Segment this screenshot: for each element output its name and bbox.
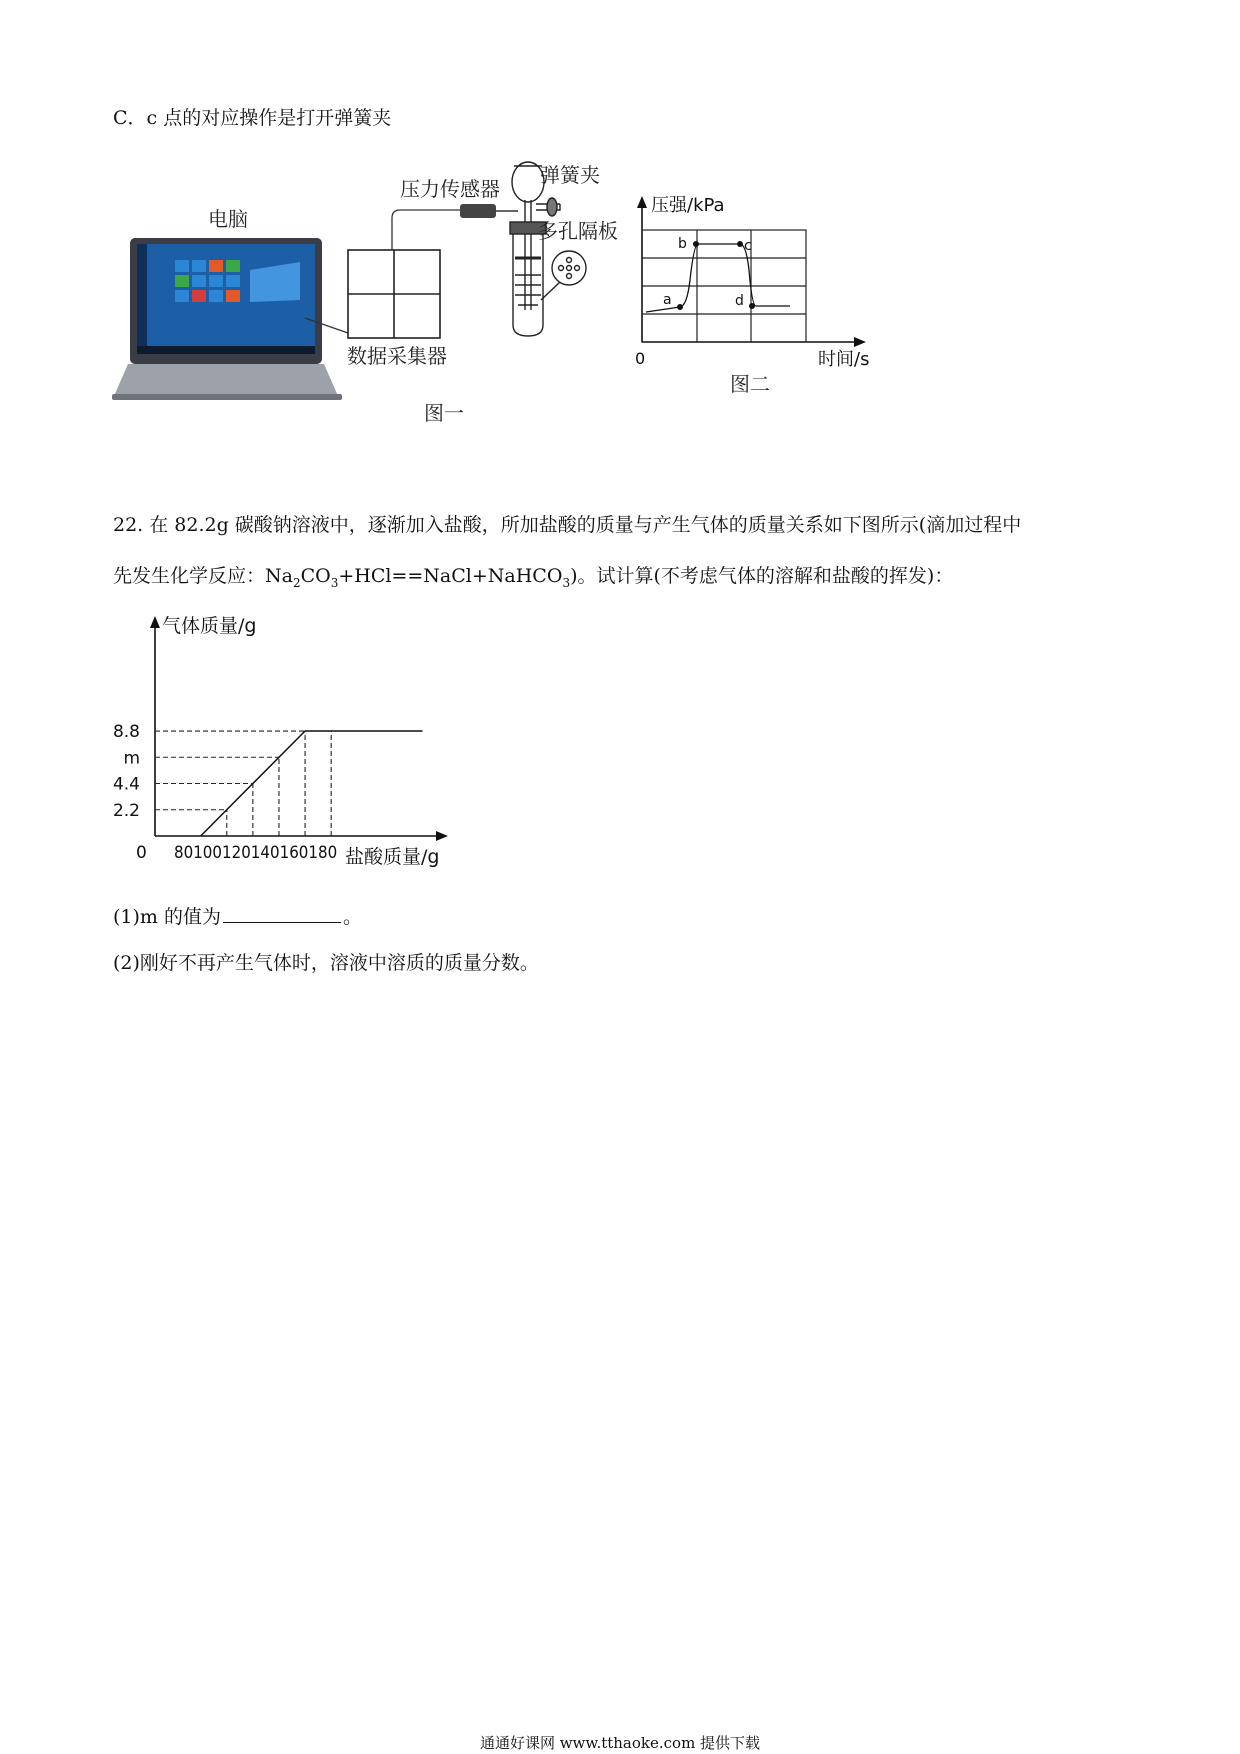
sensor-label: 压力传感器 [400,177,500,201]
data-collector [348,250,440,338]
pressure-axis-label: 压强/kPa [651,195,725,216]
x-tick-label-120: 120 [222,843,251,863]
sub-question-1: (1)m 的值为 。 [113,906,362,928]
x-tick-label-160: 160 [279,843,309,863]
figure1-caption: 图一 [424,401,464,425]
y-axis-label: 气体质量/g [162,615,257,637]
point-d-label: d [735,293,744,309]
sub-question-2: (2)刚好不再产生气体时，溶液中溶质的质量分数。 [113,952,539,974]
point-c-label: c [744,238,752,254]
q22-line2: 先发生化学反应：$Na_2CO_3+HCl==NaCl+NaHCO_3$)。试计算(不考虑气体的溶解和盐酸的挥发)： [113,565,954,590]
plate-label: 多孔隔板 [538,219,618,243]
point-b-label: b [678,236,687,252]
figure2-caption: 图二 [730,372,770,396]
origin-label: 0 [136,843,147,863]
y-tick-label-3: 8.8 [112,722,140,743]
point-a-label: a [663,292,672,308]
time-axis-label: 时间/s [818,349,870,370]
q22-line1: 22. 在 82.2g 碳酸钠溶液中，逐渐加入盐酸，所加盐酸的质量与产生气体的质量关系如下图所示(滴加过程中 [113,514,1022,536]
origin-label: 0 [635,349,646,368]
x-tick-label-100: 100 [193,843,222,863]
clamp-label: 弹簧夹 [540,163,600,187]
x-tick-label-140: 140 [250,843,280,863]
pressure-sensor [460,204,496,218]
y-tick-label-0: 2.2 [112,800,140,821]
apparatus-figure [100,160,1000,480]
x-axis-label: 盐酸质量/g [345,846,440,868]
x-tick-label-180: 180 [308,843,338,863]
collector-label: 数据采集器 [347,344,447,368]
y-axis-arrow [150,616,160,628]
y-tick-label-1: m [123,748,140,769]
x-tick-label-80: 80 [174,843,194,863]
option-c: C．c 点的对应操作是打开弹簧夹 [113,107,392,129]
computer-label: 电脑 [208,207,248,231]
answer-blank[interactable] [223,906,341,923]
y-tick-label-2: 4.4 [112,774,140,795]
pressure-graph [635,195,869,396]
page-footer: 通通好课网 www.tthaoke.com 提供下载 [479,1734,761,1752]
gas-mass-chart [110,612,520,882]
x-axis-arrow [436,831,448,841]
series-line [201,731,423,836]
gas-generator-apparatus [510,162,586,336]
